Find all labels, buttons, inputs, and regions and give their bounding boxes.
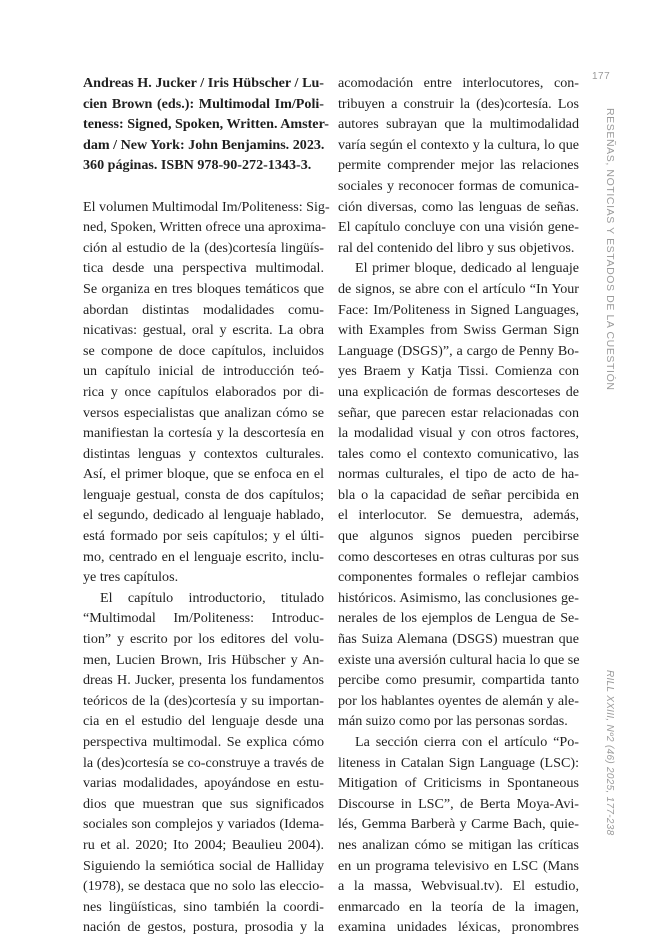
text-line: ned, Spoken, Written ofrece una aproxima- [83, 219, 326, 236]
text-line: El capítulo introductorio, titulado [100, 589, 324, 606]
section-running-header: RESEÑAS, NOTICIAS Y ESTADOS DE LA CUESTIÓN [604, 108, 616, 391]
right-column [338, 73, 579, 938]
text-line: varía según el contexto y la cultura, lo que [338, 136, 579, 153]
text-line: se compone de doce capítulos, incluidos [83, 342, 324, 359]
text-line: men, Lucien Brown, Iris Hübscher y An- [83, 651, 324, 668]
text-line: examina unidades léxicas, pronombres [338, 919, 579, 936]
text-line: ción diversas, como las lenguas de señas. [338, 198, 579, 215]
text-line: lenguaje gestual, consta de dos capítulos; [83, 486, 324, 503]
text-line: el segundo, dedicado al lenguaje hablado, [83, 507, 324, 524]
text-line: nación de gestos, postura, prosodia y la [83, 919, 324, 936]
journal-reference: RILL XXIII, Nº2 (46) 2025, 177-238 [604, 670, 615, 836]
text-line: Language (DSGS)”, a cargo de Penny Bo- [338, 342, 579, 359]
text-line: dios que muestran que sus significados [83, 795, 324, 812]
page-number: 177 [592, 71, 611, 82]
text-line: dreas H. Jucker, presenta los fundamentos [83, 672, 324, 689]
text-line: cia en el estudio del lenguaje desde una [83, 713, 324, 730]
review-heading-line: dam / New York: John Benjamins. 2023. [83, 136, 325, 153]
text-line: Así, el primer bloque, que se enfoca en el [83, 466, 324, 483]
text-line: liteness in Catalan Sign Language (LSC): [338, 754, 579, 771]
text-line: El capítulo concluye con una visión gene- [338, 219, 579, 236]
text-line: permite comprender mejor las relaciones [338, 157, 579, 174]
review-heading-line: cien Brown (eds.): Multimodal Im/Poli- [83, 95, 324, 112]
text-line: la modalidad visual y con otros factores, [338, 425, 579, 442]
text-line: El primer bloque, dedicado al lenguaje [355, 260, 579, 277]
text-line: históricos. Asimismo, las conclusiones ge- [338, 589, 579, 606]
text-line: existe una aversión cultural hacia lo que se [338, 651, 580, 668]
text-line: Face: Im/Politeness in Signed Languages, [338, 301, 579, 318]
text-line: rica y once capítulos elaborados por di- [83, 383, 324, 400]
text-line: bla o la capacidad de señar percibida en [338, 486, 579, 503]
text-line: with Examples from Swiss German Sign [338, 322, 579, 339]
text-line: nes analizan cómo se mitigan las críticas [338, 836, 579, 853]
text-line: tica desde una perspectiva multimodal. [83, 260, 324, 277]
text-line: lés, Gemma Barberà y Carme Bach, quie- [338, 816, 579, 833]
text-line: señar, que parecen estar relacionadas con [338, 404, 579, 421]
text-line: abordan distintas modalidades comu- [83, 301, 324, 318]
text-line: perspectiva multimodal. Se explica cómo [83, 734, 324, 750]
text-line: normas culturales, el tipo de acto de ha- [338, 466, 579, 483]
text-line: sociales y reconocer formas de comunica- [338, 177, 579, 194]
text-line: Se organiza en tres bloques temáticos que [83, 280, 324, 297]
text-line: La sección cierra con el artículo “Po- [355, 734, 579, 750]
text-line: Discourse in LSC”, de Berta Moya-Avi- [338, 795, 579, 812]
text-line: a la massa, Webvisual.tv). El estudio, [338, 878, 579, 895]
text-line: mán suizo como por las personas sordas. [338, 713, 568, 730]
text-line: distintas lenguas y contextos culturales. [83, 445, 324, 462]
text-line: nes lingüísticas, sino también la coordi- [83, 898, 324, 915]
review-heading-line: 360 páginas. ISBN 978-90-272-1343-3. [83, 157, 312, 174]
text-line: sociales son complejos y variados (Idema- [83, 816, 324, 833]
text-line: percibe como presumir, compartida tanto [338, 672, 579, 689]
text-line: ye tres capítulos. [83, 569, 179, 586]
text-line: Siguiendo la semiótica social de Halliday [83, 857, 324, 874]
paragraph-gap [83, 176, 324, 197]
text-line: componentes formales o reflejar cambios [338, 569, 579, 586]
text-line: tion” y escrito por los editores del volu- [83, 631, 324, 648]
text-line: como descorteses en otras culturas por sus [338, 548, 579, 565]
text-line: nicativas: gestual, oral y escrita. La obra [83, 322, 324, 339]
text-line: el interlocutor. Se demuestra, además, [338, 507, 579, 524]
text-line: ru et al. 2020; Ito 2004; Beaulieu 2004). [83, 836, 324, 853]
text-line: una explicación de formas descorteses de [338, 383, 579, 400]
text-line: versos especialistas que analizan cómo se [83, 404, 324, 421]
text-line: Mitigation of Criticisms in Spontaneous [338, 775, 579, 792]
text-line: El volumen Multimodal Im/Politeness: Sig- [83, 198, 330, 215]
text-line: nerales de los ejemplos de Lengua de Se- [338, 610, 579, 627]
text-line: “Multimodal Im/Politeness: Introduc- [83, 610, 324, 627]
text-line: manifiestan la cortesía y la descortesía en [83, 425, 324, 442]
text-line: teóricos de la (des)cortesía y su importan- [83, 692, 324, 709]
text-line: ral del contenido del libro y sus objetivos. [338, 239, 575, 256]
text-line: tribuyen a construir la (des)cortesía. Los [338, 95, 579, 112]
text-line: varias modalidades, apoyándose en estu- [83, 775, 324, 792]
text-line: ción al estudio de la (des)cortesía lingüís- [83, 239, 324, 256]
text-line: de signos, se abre con el artículo “In Your [338, 280, 579, 297]
text-line: (1978), se destaca que no solo las eleccio- [83, 878, 324, 895]
text-line: autores subrayan que la multimodalidad [338, 116, 579, 133]
text-line: un capítulo inicial de introducción teó- [83, 363, 324, 380]
text-line: yes Braem y Katja Tissi. Comienza con [338, 363, 579, 380]
text-line: acomodación entre interlocutores, con- [338, 75, 579, 91]
text-line: mo, centrado en el lenguaje escrito, inclu- [83, 548, 324, 565]
left-column [83, 73, 330, 938]
text-line: la (des)cortesía se co-construye a través de [83, 754, 325, 771]
text-line: enmarcado en la teoría de la imagen, [338, 898, 579, 915]
text-line: tales como el contexto comunicativo, las [338, 445, 579, 462]
text-line: por los hablantes oyentes de alemán y ale- [338, 692, 579, 709]
review-heading-line: Andreas H. Jucker / Iris Hübscher / Lu- [83, 75, 324, 91]
text-line: ñas Suiza Alemana (DSGS) muestran que [338, 631, 579, 648]
review-heading-line: teness: Signed, Spoken, Written. Amster- [83, 116, 329, 133]
text-line: en un programa televisivo en LSC (Mans [338, 857, 579, 874]
text-line: está formado por seis capítulos; y el últi- [83, 528, 324, 545]
text-line: que algunos signos pueden percibirse [338, 528, 579, 545]
